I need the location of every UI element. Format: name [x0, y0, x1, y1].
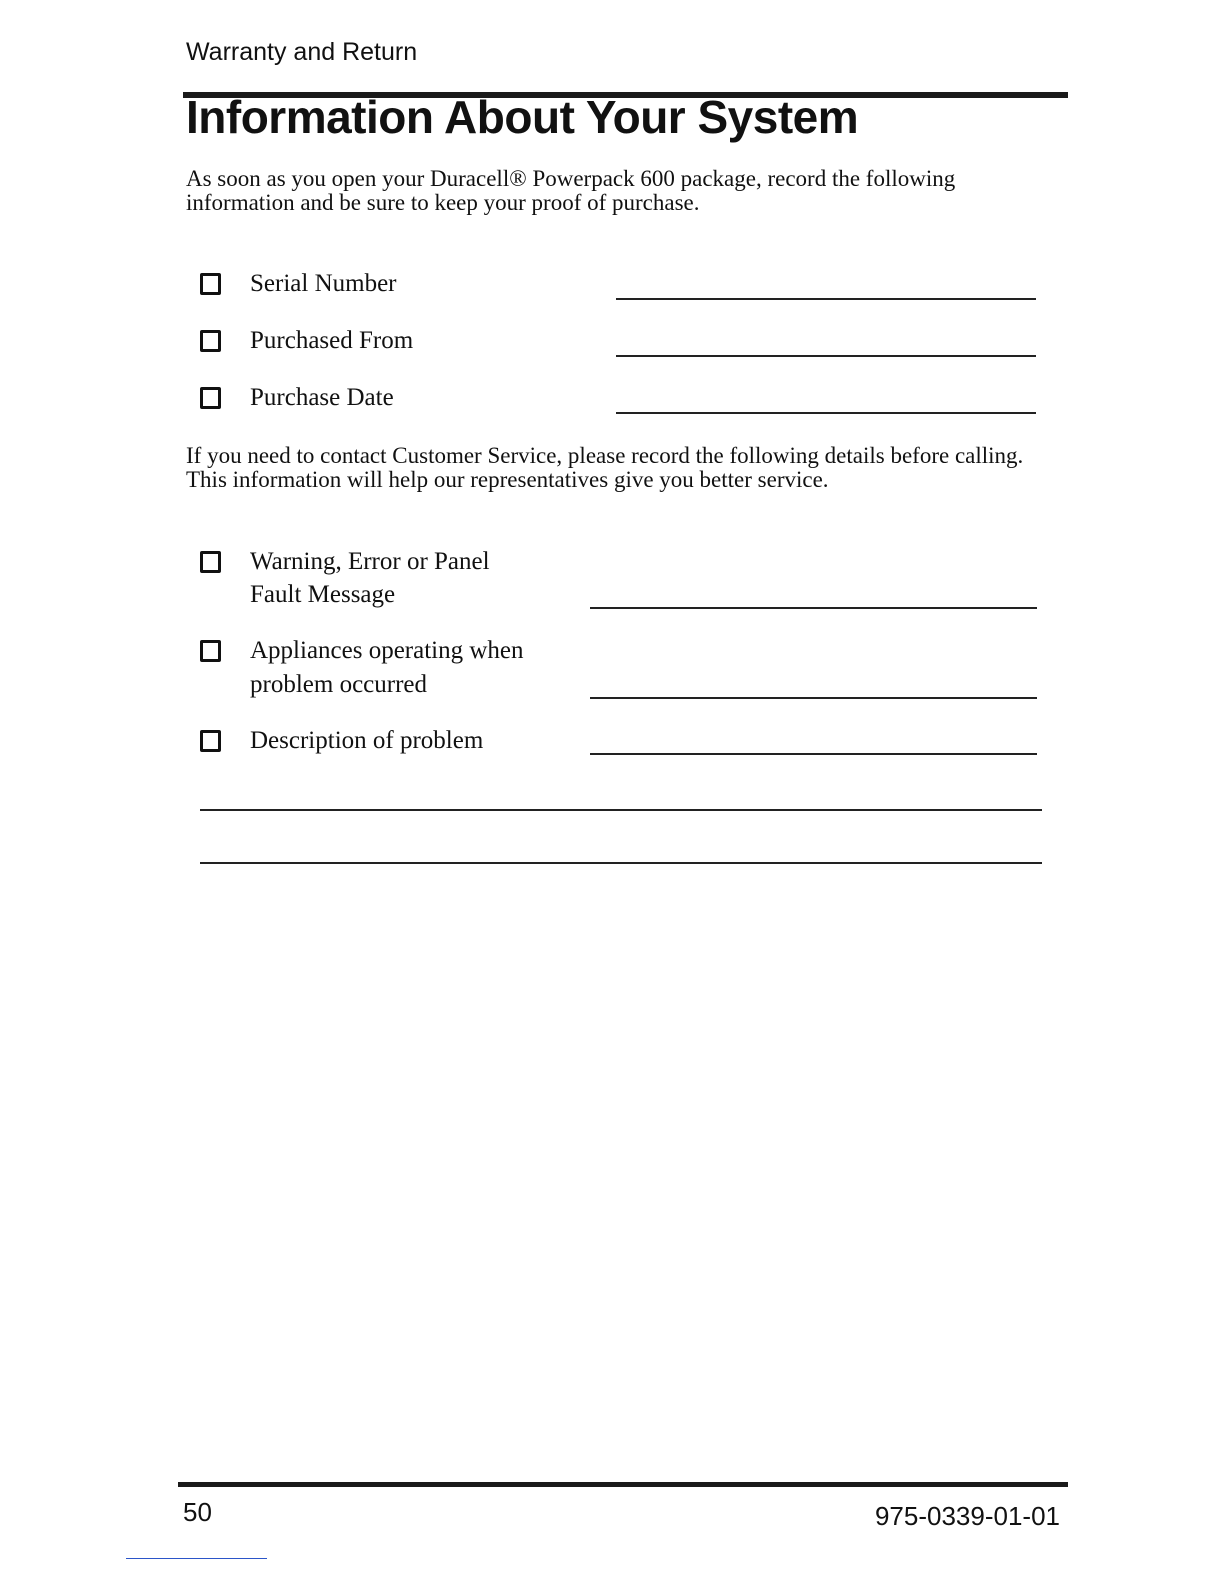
warning-message-label-line1: Warning, Error or Panel: [250, 548, 490, 575]
description-label: Description of problem: [250, 727, 484, 754]
description-extra-line-1[interactable]: [200, 809, 1042, 811]
checkbox-icon[interactable]: [200, 387, 221, 409]
description-field[interactable]: [590, 753, 1037, 755]
page-number: 50: [183, 1497, 212, 1527]
appliances-label-line1: Appliances operating when: [250, 637, 524, 664]
contact-paragraph: If you need to contact Customer Service, please record the following details before calling. This information will help our representatives give you better service.: [186, 443, 1024, 492]
warning-message-label-line2: Fault Message: [250, 581, 396, 608]
section-label: Warranty and Return: [186, 38, 418, 66]
checkbox-icon[interactable]: [200, 273, 221, 295]
intro-paragraph: As soon as you open your Duracell® Powerpack 600 package, record the following information and be sure to keep your proof of purchase.: [186, 166, 956, 215]
description-extra-line-2[interactable]: [200, 862, 1042, 864]
footer-rule: [178, 1482, 1068, 1487]
checkbox-icon[interactable]: [200, 730, 221, 752]
appliances-field[interactable]: [590, 697, 1037, 699]
purchased-from-field[interactable]: [616, 355, 1036, 357]
checkbox-icon[interactable]: [200, 551, 221, 573]
appliances-label-line2: problem occurred: [250, 671, 428, 698]
corner-divider: [126, 1558, 267, 1559]
serial-number-label: Serial Number: [250, 270, 397, 297]
purchase-date-label: Purchase Date: [250, 384, 394, 411]
purchase-date-field[interactable]: [616, 412, 1036, 414]
serial-number-field[interactable]: [616, 298, 1036, 300]
document-code: 975-0339-01-01: [874, 1501, 1060, 1531]
checkbox-icon[interactable]: [200, 640, 221, 662]
purchased-from-label: Purchased From: [250, 327, 414, 354]
page-title: Information About Your System: [186, 91, 859, 143]
checkbox-icon[interactable]: [200, 330, 221, 352]
warning-message-field[interactable]: [590, 607, 1037, 609]
